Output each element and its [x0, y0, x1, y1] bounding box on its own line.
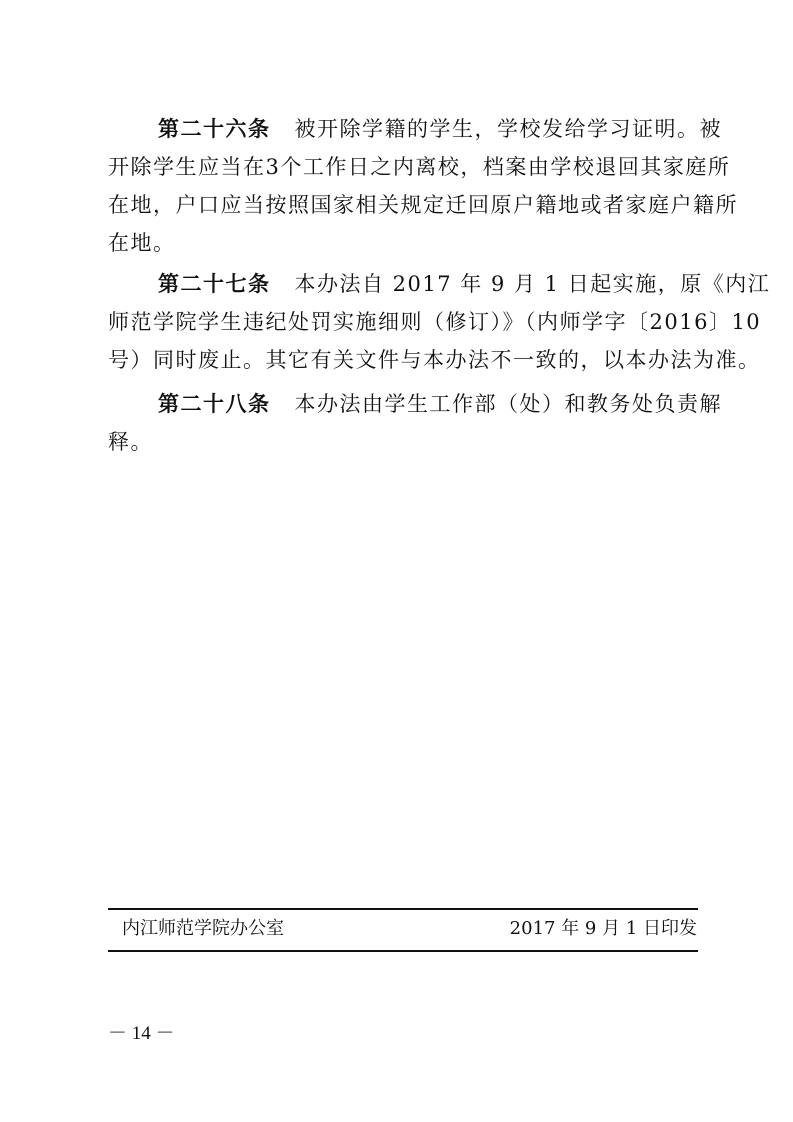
article-line: 在地。 — [108, 231, 176, 255]
article-line — [108, 265, 771, 303]
article-line — [108, 385, 722, 423]
article-heading: 第二十六条 — [158, 117, 271, 141]
article-text: 被开除学籍的学生，学校发给学习证明。被 — [294, 117, 722, 141]
article-line: 号）同时废止。其它有关文件与本办法不一致的，以本办法为准。 — [108, 348, 761, 372]
article-27 — [108, 265, 771, 379]
article-line: 在地，户口应当按照国家相关规定迁回原户籍地或者家庭户籍所 — [108, 193, 738, 217]
page-number: － 14 － — [108, 1023, 175, 1044]
article-text: 本办法由学生工作部（处）和教务处负责解 — [294, 392, 722, 416]
article-text: 本办法自 2017 年 9 月 1 日起实施，原《内江 — [294, 272, 771, 296]
footer-top-rule — [108, 908, 698, 910]
article-28 — [108, 385, 722, 461]
footer-print-date: 2017 年 9 月 1 日印发 — [509, 918, 697, 939]
article-26 — [108, 110, 738, 262]
footer-bottom-rule — [108, 950, 698, 952]
article-heading: 第二十七条 — [158, 272, 271, 296]
article-line: 开除学生应当在3个工作日之内离校，档案由学校退回其家庭所 — [108, 155, 731, 179]
article-heading: 第二十八条 — [158, 392, 271, 416]
article-line: 师范学院学生违纪处罚实施细则（修订）》（内师学字〔2016〕10 — [108, 310, 762, 334]
article-line: 释。 — [108, 430, 153, 454]
article-line — [108, 110, 722, 148]
footer-office: 内江师范学院办公室 — [122, 918, 284, 939]
